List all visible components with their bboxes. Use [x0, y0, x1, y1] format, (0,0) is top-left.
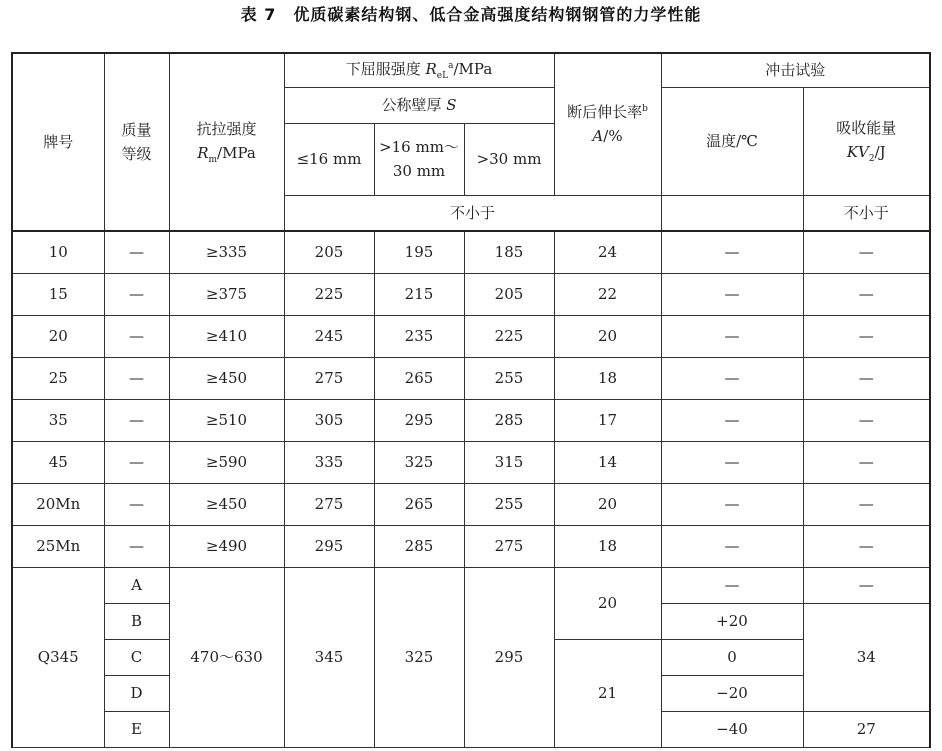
table-row: E −40 27: [12, 711, 930, 747]
header-wall-gt30: >30 mm: [464, 123, 554, 195]
header-energy: 吸收能量 $KV_2/J$: [803, 87, 930, 195]
table-row: D −20: [12, 675, 930, 711]
table-row: B +20 34: [12, 603, 930, 639]
table-row: 35 — ≥510 305 295 285 17 — —: [12, 399, 930, 441]
header-not-less-than: 不小于: [284, 195, 661, 231]
q345-grade: Q345: [12, 567, 104, 747]
table-row: 15 — ≥375 225 215 205 22 — —: [12, 273, 930, 315]
header-wall-16-30: >16 mm～ 30 mm: [374, 123, 464, 195]
mechanical-properties-table: [11, 52, 931, 748]
header-impact: 冲击试验: [661, 53, 930, 87]
table-row: 20 — ≥410 245 235 225 20 — —: [12, 315, 930, 357]
table-row: 25 — ≥450 275 265 255 18 — —: [12, 357, 930, 399]
header-wall-thickness: 公称壁厚 S: [284, 87, 554, 123]
header-quality: 质量 等级: [104, 53, 169, 231]
table-row: 45 — ≥590 335 325 315 14 — —: [12, 441, 930, 483]
table-title: 表 7 优质碳素结构钢、低合金高强度结构钢钢管的力学性能: [240, 5, 702, 24]
header-tensile: 抗拉强度 $R_m$/MPa: [169, 53, 284, 231]
table-row: Q345 A 470～630 345 325 295 20 — —: [12, 567, 930, 603]
header-yield: 下屈服强度 $R_{eL}^a$/MPa: [284, 53, 554, 87]
table-row: C 21 0: [12, 639, 930, 675]
header-grade: 牌号: [12, 53, 104, 231]
header-temperature: 温度/℃: [661, 87, 803, 195]
header-energy-not-less-than: 不小于: [803, 195, 930, 231]
table-row: 10 — ≥335 205 195 185 24 — —: [12, 231, 930, 273]
header-elongation: 断后伸长率$^b$ A/%: [554, 53, 661, 195]
table-row: 25Mn — ≥490 295 285 275 18 — —: [12, 525, 930, 567]
header-temp-blank: [661, 195, 803, 231]
header-wall-le16: ≤16 mm: [284, 123, 374, 195]
table-row: 20Mn — ≥450 275 265 255 20 — —: [12, 483, 930, 525]
